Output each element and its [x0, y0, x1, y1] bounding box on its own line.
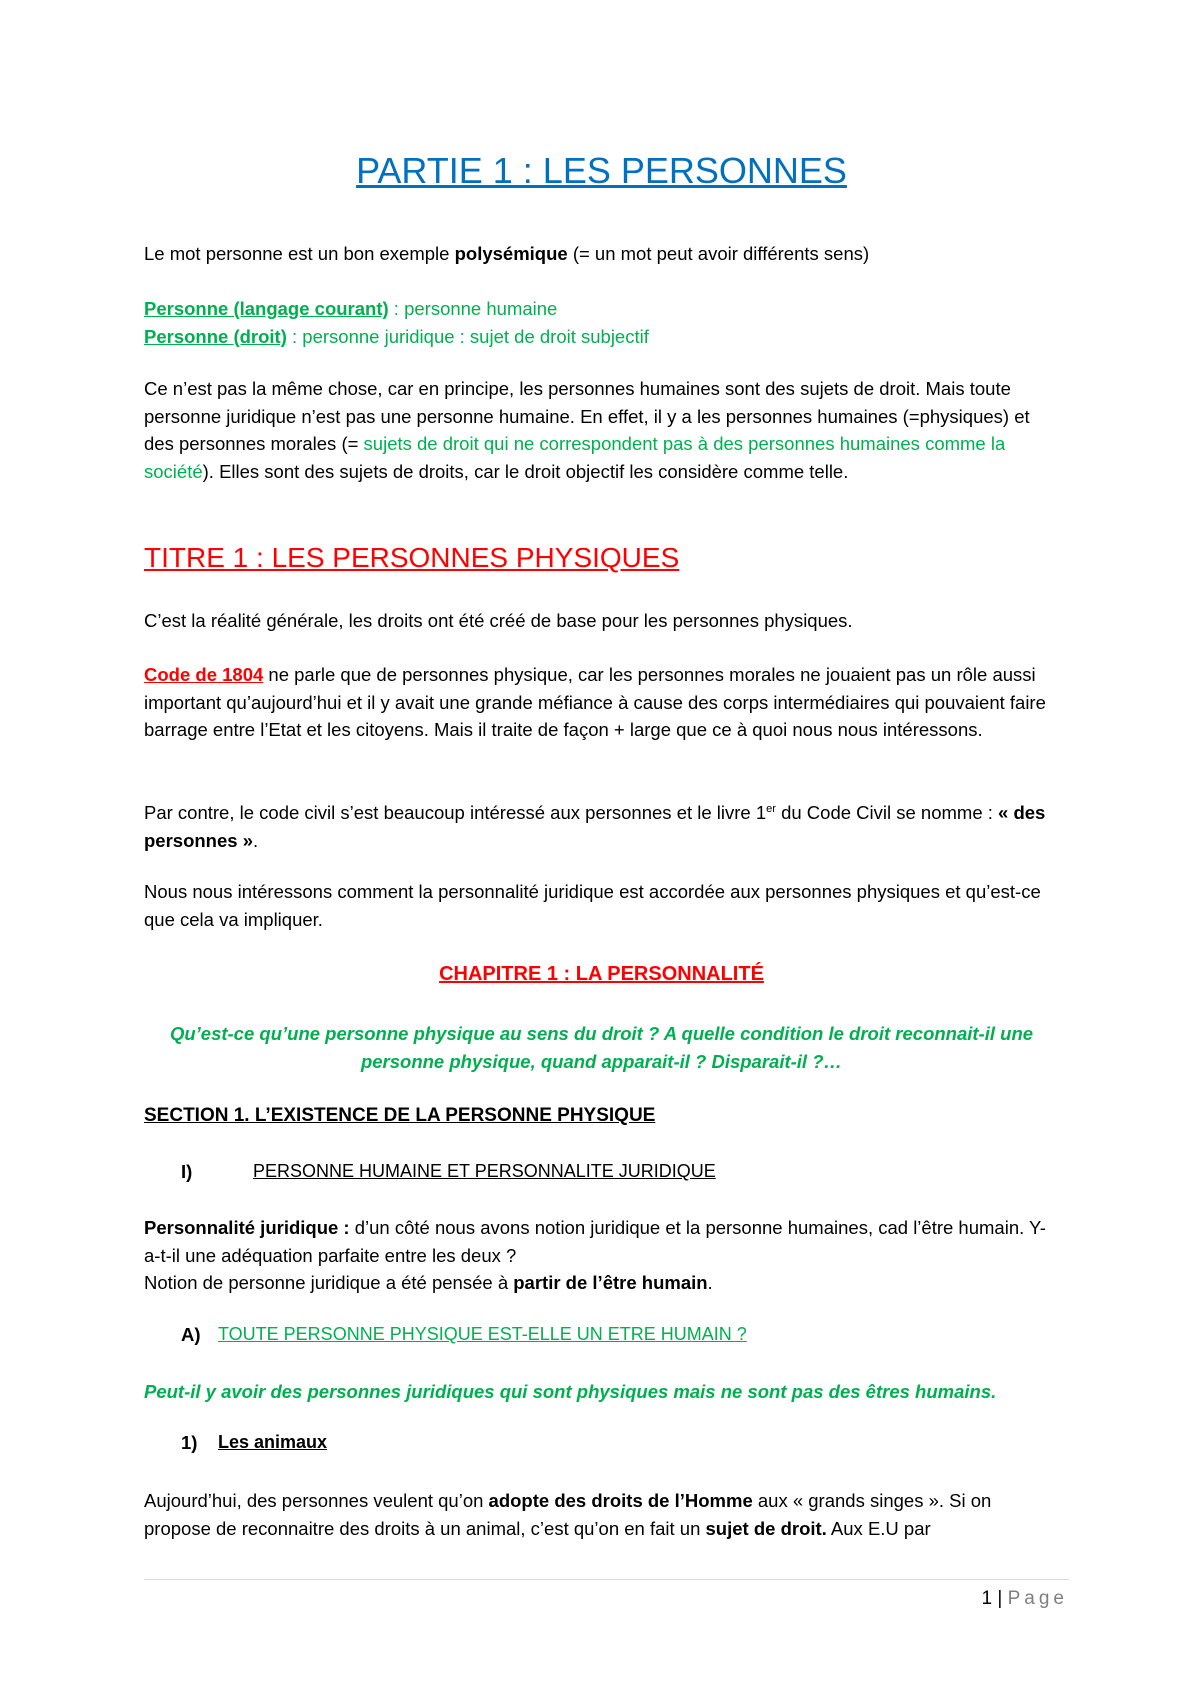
intro-bold: polysémique — [454, 243, 568, 264]
paragraph-bold: partir de l’être humain — [513, 1272, 708, 1293]
definitions — [144, 295, 1059, 350]
paragraph-text: Par contre, le code civil s’est beaucoup intéressé aux personnes et le livre 1 — [144, 802, 767, 824]
definition-sep: : — [388, 298, 405, 319]
page-footer — [982, 1588, 1068, 1610]
intro-text-end: (= un mot peut avoir différents sens) — [567, 243, 870, 264]
paragraph-highlight: sujets de droit qui ne correspondent pas à des personnes humaines comme la société — [144, 433, 1006, 482]
chapter-question: Qu’est-ce qu’une personne physique au sens du droit ? A quelle condition le droit reconnait-il une personne physique, quand apparait-il ? Disparait-il ?… — [169, 1023, 1034, 1072]
definition-text: personne humaine — [404, 298, 558, 319]
intro-paragraph — [144, 240, 1059, 268]
paragraph-text: aux « grands singes ». Si on propose de reconnaitre des droits à un animal, c’est qu’on en fait un — [144, 1490, 992, 1539]
page-number: 1 — [981, 1588, 993, 1609]
chapter-heading: CHAPITRE 1 : LA PERSONNALITÉ — [439, 963, 764, 985]
subheading-animaux: Les animaux — [218, 1432, 328, 1452]
paragraph-text: Notion de personne juridique a été pensée à — [144, 1272, 514, 1293]
question-paragraph: Peut-il y avoir des personnes juridiques qui sont physiques mais ne sont pas des êtres humains. — [144, 1381, 997, 1402]
definition-sep: : — [286, 325, 303, 347]
paragraph-text: ). Elles sont des sujets de droits, car le droit objectif les considère comme telle. — [202, 460, 849, 482]
footer-divider — [144, 1579, 1069, 1580]
paragraph-animaux — [144, 1487, 1059, 1542]
paragraph-bold: adopte des droits de l’Homme — [488, 1490, 753, 1511]
titre-heading: TITRE 1 : LES PERSONNES PHYSIQUES — [144, 542, 680, 573]
subheading-etre-humain: TOUTE PERSONNE PHYSIQUE EST-ELLE UN ETRE HUMAIN ? — [218, 1324, 747, 1344]
paragraph-text: ne parle que de personnes physique, car les personnes morales ne jouaient pas un rôle aussi important qu’aujourd’hui et il y avait une grande méfiance à cause des corps intermédiaires qui pouvaient faire barrage entre l’Etat et les citoyens. Mais il traite de façon + large que ce à quoi nous nous intéressons. — [144, 664, 1046, 740]
heading-number: A) — [181, 1324, 201, 1345]
definition-term: Personne (droit) — [144, 325, 287, 347]
paragraph-text: du Code Civil se nomme : — [775, 802, 999, 824]
paragraph-personnes — [144, 375, 1059, 485]
definition-text: personne juridique : sujet de droit subjectif — [302, 325, 649, 347]
superscript: er — [766, 803, 776, 815]
paragraph-bold: « des personnes » — [144, 802, 1046, 851]
paragraph-personnalite — [144, 1214, 1059, 1297]
heading-number: 1) — [181, 1432, 198, 1453]
paragraph-text: . — [707, 1272, 713, 1293]
paragraph-realite: C’est la réalité générale, les droits ont été créé de base pour les personnes physiques. — [144, 610, 853, 631]
footer-separator: | — [997, 1588, 1003, 1609]
page-label: Page — [1007, 1588, 1068, 1609]
paragraph-code-civil — [144, 796, 1059, 854]
paragraph-text: Ce n’est pas la même chose, car en principe, les personnes humaines sont des sujets de droit. Mais toute personne juridique n’est pas une personne humaine. En effet, il y a les personnes humaines (=physiques) et des personnes morales (= — [144, 378, 1030, 454]
code-reference: Code de 1804 — [144, 664, 264, 685]
definition-term: Personne (langage courant) — [144, 298, 389, 319]
paragraph-code-1804 — [144, 661, 1059, 744]
subheading-personne-humaine: PERSONNE HUMAINE ET PERSONNALITE JURIDIQUE — [253, 1161, 716, 1181]
paragraph-bold: sujet de droit. — [705, 1517, 827, 1539]
paragraph-text: . — [253, 829, 259, 851]
paragraph-text: Aujourd’hui, des personnes veulent qu’on — [144, 1490, 489, 1511]
paragraph-interet: Nous nous intéressons comment la personnalité juridique est accordée aux personnes physiques et qu’est-ce que cela va impliquer. — [144, 881, 1041, 930]
paragraph-text: d’un côté nous avons notion juridique et la personne humaines, cad l’être humain. Y-a-t-il une adéquation parfaite entre les deux ? — [144, 1217, 1046, 1266]
paragraph-bold: Personnalité juridique : — [144, 1217, 350, 1238]
heading-number: I) — [181, 1161, 193, 1182]
page-title: PARTIE 1 : LES PERSONNES — [356, 150, 847, 191]
paragraph-text: Aux E.U par — [826, 1517, 931, 1539]
intro-text: Le mot personne est un bon exemple — [144, 243, 455, 264]
section-heading: SECTION 1. L’EXISTENCE DE LA PERSONNE PHYSIQUE — [144, 1105, 656, 1126]
